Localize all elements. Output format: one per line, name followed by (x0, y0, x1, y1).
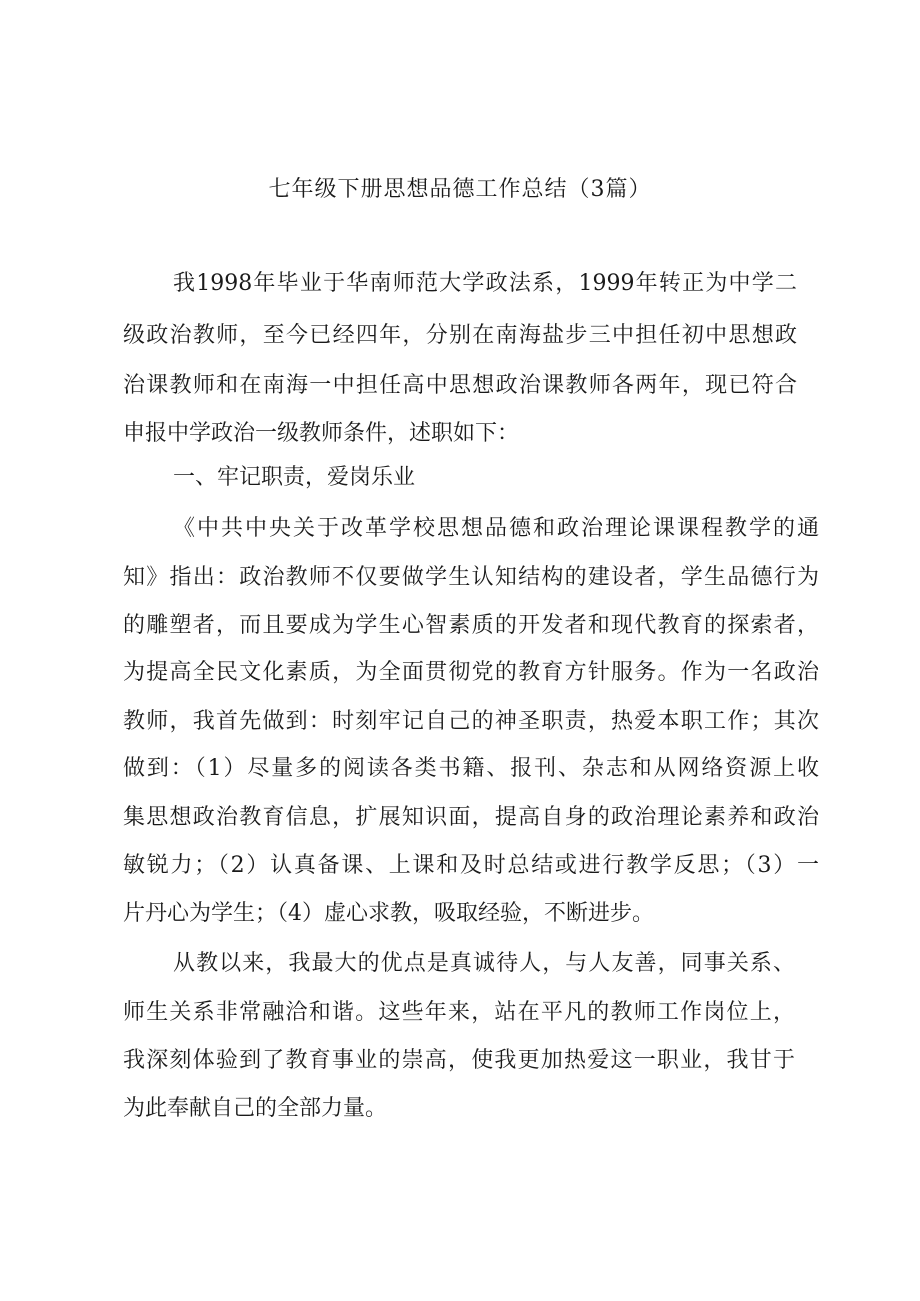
paragraph-2-line-4: 为提高全民文化素质，为全面贯彻党的教育方针服务。作为一名政治 (123, 660, 819, 685)
section-heading-1: 一、牢记职责，爱岗乐业 (173, 465, 416, 490)
paragraph-2-line-8: 敏锐力；（2）认真备课、上课和及时总结或进行教学反思；（3）一 (123, 853, 819, 878)
paragraph-2-line-9: 片丹心为学生；（4）虚心求教，吸取经验，不断进步。 (123, 901, 654, 926)
paragraph-1-line-2: 级政治教师，至今已经四年，分别在南海盐步三中担任初中思想政 (123, 323, 797, 348)
paragraph-3-line-3: 我深刻体验到了教育事业的崇高，使我更加热爱这一职业，我甘于 (123, 1048, 795, 1073)
paragraph-1-line-4: 申报中学政治一级教师条件，述职如下： (123, 421, 520, 446)
paragraph-2-line-3: 的雕塑者，而且要成为学生心智素质的开发者和现代教育的探索者， (123, 613, 819, 638)
paragraph-2-line-7: 集思想政治教育信息，扩展知识面，提高自身的政治理论素养和政治 (123, 805, 819, 830)
paragraph-3-line-1: 从教以来，我最大的优点是真诚待人，与人友善，同事关系、 (173, 951, 795, 976)
paragraph-2-line-5: 教师，我首先做到：时刻牢记自己的神圣职责，热爱本职工作；其次 (123, 709, 819, 734)
paragraph-2-line-2: 知》指出：政治教师不仅要做学生认知结构的建设者，学生品德行为 (123, 565, 819, 590)
paragraph-3-line-4: 为此奉献自己的全部力量。 (123, 1096, 388, 1121)
paragraph-1-line-3: 治课教师和在南海一中担任高中思想政治课教师各两年，现已符合 (123, 373, 797, 398)
paragraph-3-line-2: 师生关系非常融洽和谐。这些年来，站在平凡的教师工作岗位上， (123, 1000, 795, 1025)
paragraph-2-line-1: 《中共中央关于改革学校思想品德和政治理论课课程教学的通 (173, 516, 819, 541)
paragraph-2-line-6: 做到：（1）尽量多的阅读各类书籍、报刊、杂志和从网络资源上收 (123, 756, 819, 781)
paragraph-1-line-1: 我1998年毕业于华南师范大学政法系，1999年转正为中学二 (173, 271, 797, 296)
document-title: 七年级下册思想品德工作总结（3篇） (268, 177, 652, 202)
